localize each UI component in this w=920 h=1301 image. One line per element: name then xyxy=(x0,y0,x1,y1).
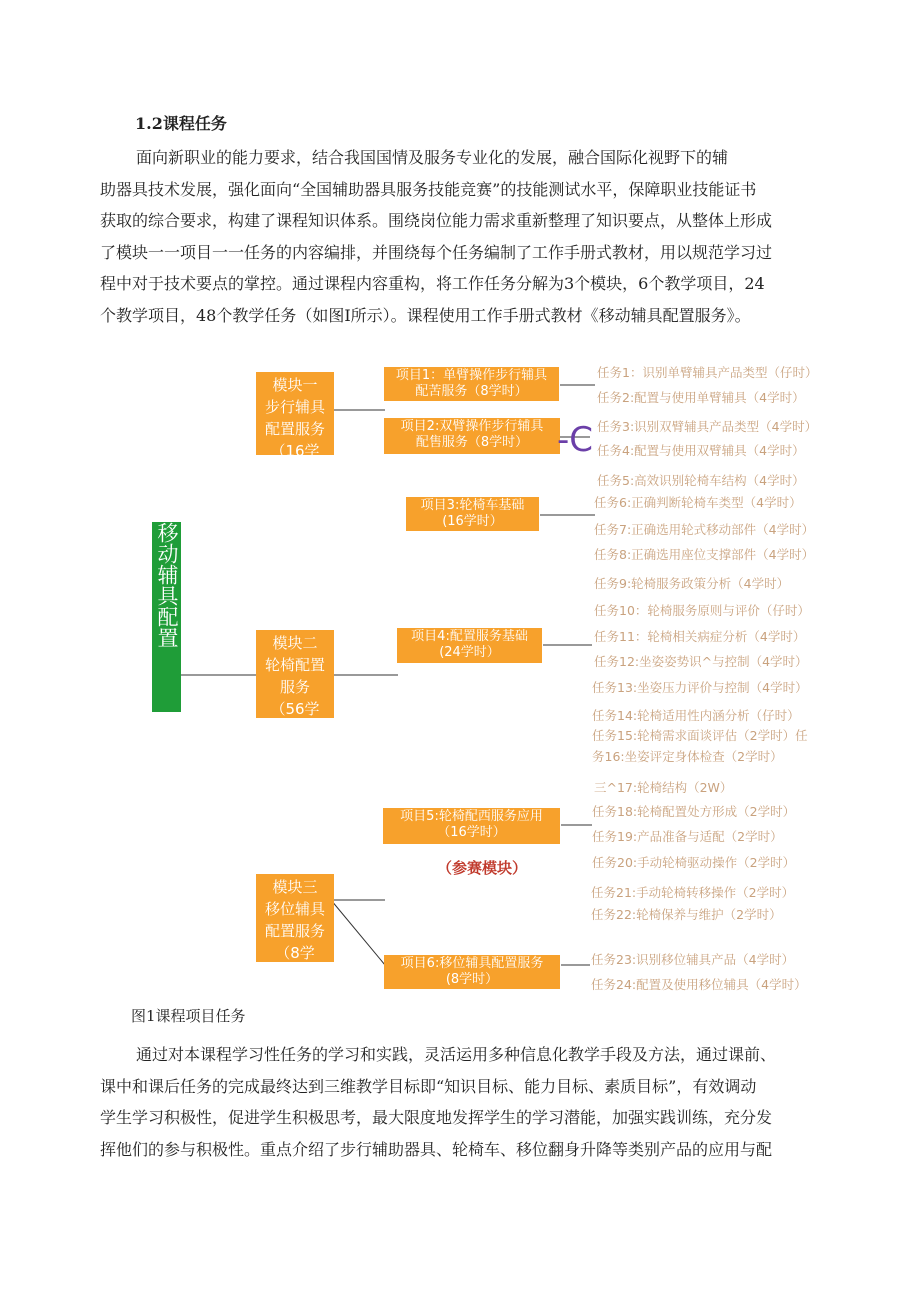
task-item: 任务20:手动轮椅驱动操作（2学时） xyxy=(592,855,796,870)
project-line: 项目5:轮椅配西服务应用 xyxy=(400,809,543,824)
task-item: 任务24:配置及使用移位辅具（4学时） xyxy=(591,977,807,992)
text-line: 了模块一一项目一一任务的内容编排，并围绕每个任务编制了工作手册式教材，用以规范学习过 xyxy=(100,242,773,262)
module-line: （56学 xyxy=(270,700,320,718)
project-box-4 xyxy=(397,628,542,663)
task-item: 三^17:轮椅结构（2W） xyxy=(594,780,733,795)
module-line: 时） xyxy=(279,966,310,984)
project-box-1 xyxy=(384,367,559,401)
figure-caption: 图1课程项目任务 xyxy=(131,1007,246,1025)
project-line: 项目2:双臂操作步行辅具 xyxy=(400,419,544,434)
stray-mark: -C xyxy=(557,420,594,460)
project-line: 配售服务（8学时） xyxy=(415,435,529,450)
module-line: 时） xyxy=(279,464,310,482)
task-item: 任务3:识别双臂辅具产品类型（4学时） xyxy=(597,419,818,434)
project-box-2 xyxy=(384,418,560,454)
module-line: 配置服务 xyxy=(264,420,325,438)
task-item: 任务7:正确选用轮式移动部件（4学时） xyxy=(594,522,815,537)
module-box-1 xyxy=(256,372,334,482)
module-box-3 xyxy=(256,874,334,984)
task-item: 任务8:正确选用座位支撑部件（4学时） xyxy=(594,547,815,562)
task-item: 务16:坐姿评定身体检查（2学时） xyxy=(592,749,783,764)
competition-module-tag: （参赛模块） xyxy=(437,859,528,877)
task-item: 任务14:轮椅适用性内涵分析（仔时） xyxy=(592,708,800,723)
task-item: 任务12:坐姿姿势识^与控制（4学时） xyxy=(594,654,808,669)
module-line: 时） xyxy=(279,722,310,740)
module-line: 服务 xyxy=(279,678,310,696)
task-item: 任务4:配置与使用双臂辅具（4学时） xyxy=(597,443,805,458)
text-line: 面向新职业的能力要求，结合我国国情及服务专业化的发展，融合国际化视野下的辅 xyxy=(136,148,729,167)
module-line: 模块三 xyxy=(272,878,318,896)
task-item: 任务15:轮椅需求面谈评估（2学时）任 xyxy=(592,728,808,743)
project-line: (16学时） xyxy=(442,514,503,529)
project-line: （16学时） xyxy=(437,825,506,840)
text-line: 助器具技术发展，强化面向“全国辅助器具服务技能竞赛”的技能测试水平，保障职业技能证书 xyxy=(100,179,757,199)
module-box-2 xyxy=(256,630,334,740)
task-item: 任务18:轮椅配置处方形成（2学时） xyxy=(592,804,796,819)
root-node-mobility-aids: 移动辅具配置 xyxy=(152,522,181,712)
project-line: (24学时） xyxy=(439,645,500,660)
task-item: 任务6:正确判断轮椅车类型（4学时） xyxy=(594,495,802,510)
module-line: 模块二 xyxy=(272,634,318,652)
module-line: 轮椅配置 xyxy=(264,656,325,674)
module-line: 模块一 xyxy=(272,376,318,394)
project-line: 项目1：单臂操作步行辅具 xyxy=(395,368,548,383)
task-item: 任务19:产品准备与适配（2学时） xyxy=(592,829,783,844)
task-item: 任务11：轮椅相关病症分析（4学时） xyxy=(594,629,806,644)
project-box-6 xyxy=(384,955,560,989)
text-line: 挥他们的参与积极性。重点介绍了步行辅助器具、轮椅车、移位翻身升降等类别产品的应用与配 xyxy=(100,1139,773,1159)
module-line: 配置服务 xyxy=(264,922,325,940)
task-item: 任务10：轮椅服务原则与评价（仔时） xyxy=(594,603,810,618)
task-item: 任务23:识别移位辅具产品（4学时） xyxy=(591,952,795,967)
task-item: 任务2:配置与使用单臂辅具（4学时） xyxy=(597,390,805,405)
text-line: 课中和课后任务的完成最终达到三维教学目标即“知识目标、能力目标、素质目标”，有效调动 xyxy=(100,1076,757,1096)
module-line: （8学 xyxy=(275,944,315,962)
text-line: 个教学项目，48个教学任务（如图I所示）。课程使用工作手册式教材《移动辅具配置服务》。 xyxy=(100,305,751,325)
module-line: 移位辅具 xyxy=(264,900,325,918)
project-line: 配苦服务（8学时） xyxy=(415,384,528,399)
body-paragraph xyxy=(100,1039,822,1165)
project-line: (8学时） xyxy=(445,972,499,987)
section-heading: 1.2课程任务 xyxy=(135,114,227,133)
task-item: 任务1：识别单臂辅具产品类型（仔时） xyxy=(597,365,818,380)
text-line: 学生学习积极性，促进学生积极思考，最大限度地发挥学生的学习潜能，加强实践训练，充分发 xyxy=(100,1108,773,1128)
text-line: 通过对本课程学习性任务的学习和实践，灵活运用多种信息化教学手段及方法，通过课前、 xyxy=(136,1045,777,1064)
task-item: 任务22:轮椅保养与维护（2学时） xyxy=(591,907,782,922)
module-line: （16学 xyxy=(270,442,320,460)
project-line: 项目6:移位辅具配置服务 xyxy=(400,956,544,971)
module-line: 步行辅具 xyxy=(264,398,325,416)
task-item: 任务5:高效识别轮椅车结构（4学时） xyxy=(597,473,805,488)
project-line: 项目4:配置服务基础 xyxy=(411,629,528,644)
task-item: 任务9:轮椅服务政策分析（4学时） xyxy=(594,576,790,591)
project-box-5 xyxy=(383,808,560,844)
task-item: 任务13:坐姿压力评价与控制（4学时） xyxy=(592,680,808,695)
project-line: 项目3:轮椅车基础 xyxy=(420,498,525,513)
project-box-3 xyxy=(406,497,539,531)
task-item: 任务21:手动轮椅转移操作（2学时） xyxy=(591,885,795,900)
text-line: 程中对于技术要点的掌控。通过课程内容重构，将工作任务分解为3个模块，6个教学项目，24 xyxy=(100,274,765,294)
text-line: 获取的综合要求，构建了课程知识体系。围绕岗位能力需求重新整理了知识要点，从整体上形成 xyxy=(100,211,773,231)
